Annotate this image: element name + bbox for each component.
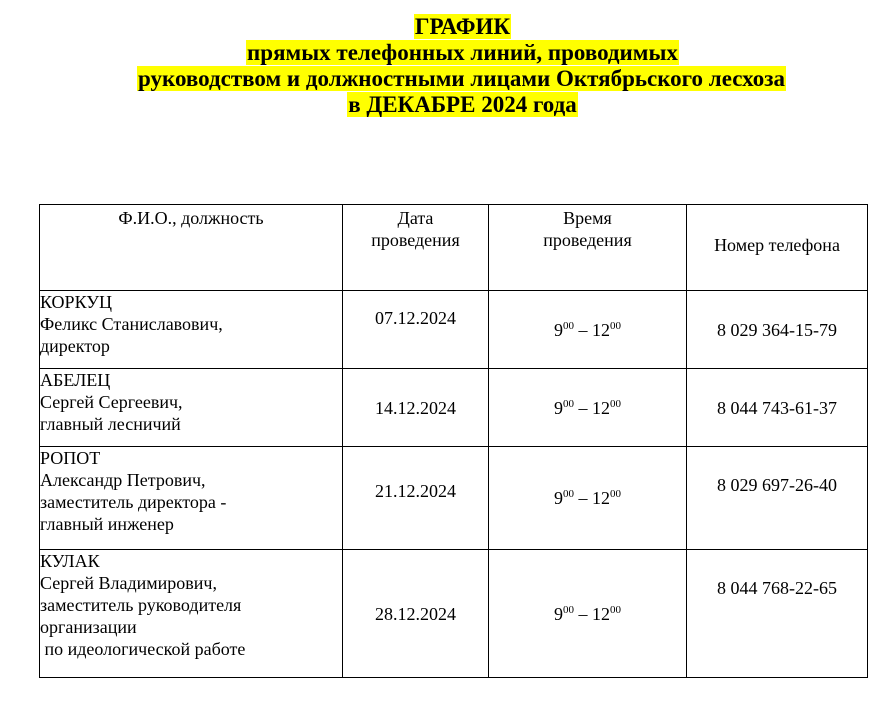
time-cell: $9^{00} - 12^{00}$ [489,369,687,447]
phone-cell: 8 044 743-61-37 [687,369,868,447]
title-line-4: в ДЕКАБРЕ 2024 года [348,92,577,117]
header-time: Время проведения [489,205,687,291]
table-row [40,550,868,678]
phone-cell: 8 029 697-26-40 [687,447,868,550]
official-name-cell: РОПОТ Александр Петрович, заместитель директора - главный инженер [40,447,343,550]
table-row [40,369,868,447]
time-cell: $9^{00} - 12^{00}$ [489,447,687,550]
official-name-cell: КОРКУЦ Феликс Станиславович, директор [40,291,343,369]
official-name-cell: КУЛАК Сергей Владимирович, заместитель руководителя организации по идеологической работе [40,550,343,678]
table-row [40,447,868,550]
document-title [0,14,895,118]
table-row [40,291,868,369]
date-cell: 07.12.2024 [343,291,489,369]
title-line-1: ГРАФИК [414,14,511,39]
date-cell: 21.12.2024 [343,447,489,550]
phone-cell: 8 029 364-15-79 [687,291,868,369]
title-line-3: руководством и должностными лицами Октябрьского лесхоза [138,66,785,91]
phone-cell: 8 044 768-22-65 [687,550,868,678]
table-header-row [40,205,868,291]
date-cell: 28.12.2024 [343,550,489,678]
official-name-cell: АБЕЛЕЦ Сергей Сергеевич, главный лесничий [40,369,343,447]
header-date: Дата проведения [343,205,489,291]
date-cell: 14.12.2024 [343,369,489,447]
header-name: Ф.И.О., должность [40,205,343,291]
time-cell: $9^{00} - 12^{00}$ [489,291,687,369]
title-line-2: прямых телефонных линий, проводимых [247,40,678,65]
time-cell: $9^{00} - 12^{00}$ [489,550,687,678]
schedule-table [39,204,868,678]
header-phone: Номер телефона [687,205,868,291]
